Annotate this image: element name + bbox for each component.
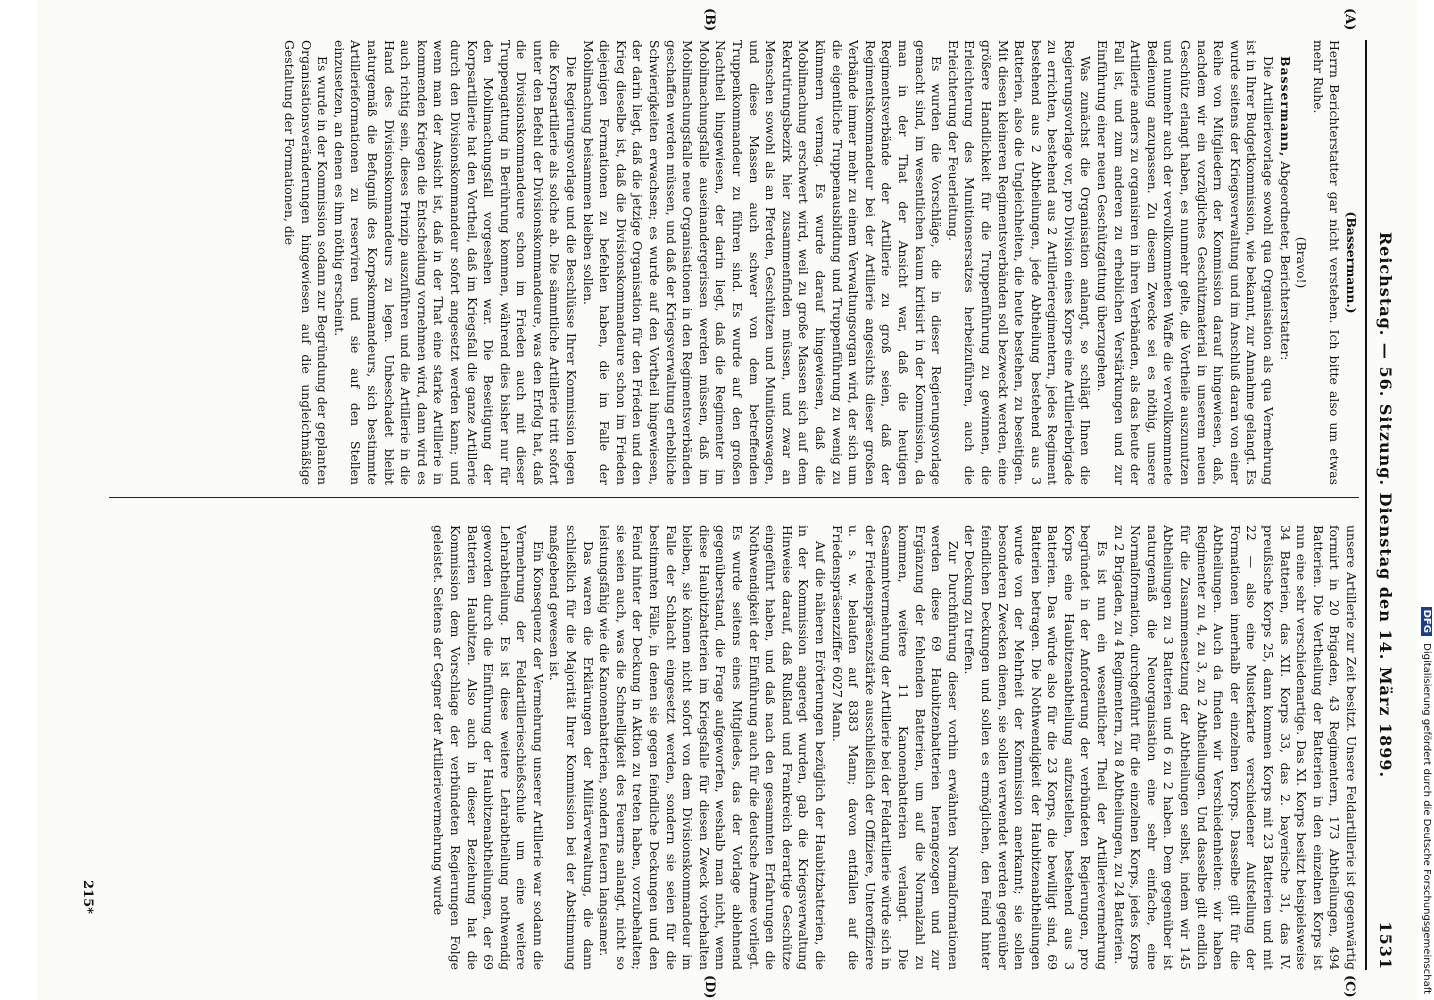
printer-signature: 215* — [80, 880, 95, 914]
right-column — [109, 525, 1359, 970]
speaker-tag: (Bassermann.) — [1344, 211, 1359, 314]
page-header — [1371, 40, 1395, 970]
paragraph: Was zunächst die Organisation anlangt, so schlägt Ihnen die Regierungsvorlage vor, pro Division eines Korps eine Artilleriebrigade zu errichten, bestehend aus 2 Artillerieregimentern, jedes Regiment bestehend aus 2 Abtheilungen, jede Abtheilung bestehend aus 3 Batterien, also die Ungleichheiten, die heute bestehen, zu beseitigen. Mit diesen kleineren Regimentsverbänden soll bezweckt werden, eine größere Handlichkeit für die Truppenführung zu gewinnen, die Erleichterung des Munitionsersatzes herbeizuführen, auch die Erleichterung der Feuerleitung. — [945, 40, 1094, 485]
digitization-credit — [1414, 0, 1434, 1000]
page-number: 1531 — [1376, 921, 1395, 970]
paragraph: Die Regierungsvorlage und die Beschlüsse Ihrer Kommission legen die Korpsartillerie als solche ab. Die sämmtliche Artillerie tritt sofort unter den Befehl der Divisionskommandeure, was den Erfolg hat, daß die Divisionskommandeure schon im Frieden auch mit dieser Truppengattung in Berührung kommen, während dies bisher nur für den Mobilmachungsfall vorgesehen war. Die Beseitigung der Korpsartillerie hat den Vortheil, daß im Kriegsfall die ganze Artillerie durch den Divisionskommandeur sofort angesetzt werden kann; und wenn man der Ansicht ist, daß in der That eine starke Artillerie in kommenden Kriegen die Entscheidung vornehmen wird, dann wird es auch richtig sein, dieses Prinzip auszuführen und die Artillerie in die Hand des Divisionskommandeurs zu legen. Unbeschadet bleibt naturgemäß die Befugniß des Korpskommandeurs, sich bestimmte Artillerieformationen zu reserviren und sie auf den Stellen einzusetzen, an denen es ihm nöthig erscheint. — [331, 40, 580, 485]
margin-marker-c: (C) — [1342, 975, 1357, 998]
header-rule — [1365, 40, 1367, 970]
margin-marker-d: (D) — [702, 975, 717, 999]
column-divider — [109, 497, 1359, 498]
dfg-logo: DFG — [1421, 607, 1432, 636]
paragraph: Das waren die Erklärungen der Militärverwaltung, die dann schließlich für die Majorität Ihrer Kommission bei der Abstimmung maßgebend gewesen ist. — [547, 525, 596, 970]
paragraph: Ein Konsequenz der Vermehrung unserer Artillerie war sodann die Vermehrung der Feldartillerieschießschule um eine weitere Lehrabtheilung. Es ist diese weitere Lehrabtheilung nothwendig geworden durch die Einführung der Haubitzenabtheilungen, der 69 Batterien Haubitzen. Also auch in dieser Beziehung hat die Kommission dem Vorschlage der verbündeten Regierungen Folge geleistet. Seitens der Gegner der Artillerievermehrung wurde — [431, 525, 546, 970]
paragraph: Es wurden die Vorschläge, die in dieser Regierungsvorlage gemacht sind, im wesentlichen kaum kritisirt in der Kommission, da man in der That der Ansicht war, daß die heutigen Regimentsverbände der Artillerie zu groß seien, daß der Regimentskommandeur bei der Artillerie angesichts dieser großen Verbände immer mehr zu einem Verwaltungsorgan wird, der sich um die eigentliche Truppenausbildung und Truppenführung zu wenig zu kümmern vermag. Es wurde darauf hingewiesen, daß die Mobilmachung erschwert wird, weil zu große Massen sich auf dem Rekrutirungsbezirk hier zusammenfinden müssen, und zwar an Menschen sowohl als an Pferden, Geschützen und Munitionswagen, und diese Massen auch schwer von dem betreffenden Truppenkommandeur zu führen sind. Es wurde auf den großen Nachtheil hingewiesen, der darin liegt, daß die Regimenter im Mobilmachungsfalle auseinandergerissen werden müssen, daß im Mobilmachungsfalle neue Organisationen in den Regimentsverbänden geschaffen werden müssen, und daß der Kriegsverwaltung erhebliche Schwierigkeiten erwachsen; es wurde auf den Vortheil hingewiesen, der darin liegt, daß die jetzige Organisation für den Frieden und den Krieg dieselbe ist, daß die Divisionskommandeure schon im Frieden diejenigen Formationen zu befehlen haben, die im Falle der Mobilmachung beisammen bleiben sollen. — [580, 40, 945, 485]
paragraph: Auf die näheren Erörterungen bezüglich der Haubitzbatterien, die in der Kommission angeregt wurden, gab die Kriegsverwaltung Hinweise darauf, daß Rußland und Frankreich derartige Geschütze eingeführt haben, und daß nach den gesammten Erfahrungen die Nothwendigkeit der Einführung auch für die deutsche Armee vorliegt. Es wurde seitens eines Mitgliedes, das der Vorlage ablehnend gegenüberstand, die Frage aufgeworfen, weshalb man nicht, wenn diese Haubitzbatterien im Kriegsfalle für diesen Zweck vorbehalten bleiben, sie können nicht sofort von dem Divisionskommandeur im Falle der Schlacht eingesetzt werden, sondern sie seien für die bestimmten Fälle, in denen sie gegen feindliche Deckungen und den Feind hinter der Deckung in Aktion zu treten haben, vorzubehalten; sie seien auch, was die Schnelligkeit des Feuerns anlangt, nicht so leistungsfähig wie die Kanonenbatterien, sondern feuern langsamer. — [597, 525, 828, 970]
paragraph: Die Artillerievorlage sowohl qua Organisation als qua Vermehrung ist in Ihrer Budgetkommission, wie bekannt, zur Annahme gelangt. Es wurde seitens der Kriegsverwaltung und im Anschluß daran von einer Reihe von Mitgliedern der Kommission darauf hingewiesen, daß, nachdem wir ein vorzügliches Geschützmaterial in unserem neuen Geschütz erlangt haben, es nunmehr gelte, die Vortheile auszunutzen und nunmehr auch der vervollkommneten Waffe die vervollkommnete Bedienung anzupassen. Zu diesem Zwecke sei es nöthig, unsere Artillerie anders zu organisiren in ihren Verbänden, als das heute der Fall ist, und zum anderen zu erheblichen Verstärkungen und zur Einführung einer neuen Geschützgattung überzugehen. — [1095, 40, 1277, 485]
paragraph: Herrn Berichterstatter gar nicht verstehen. Ich bitte also um etwas mehr Ruhe. — [1310, 40, 1343, 485]
session-title: Reichstag. — 56. Sitzung. Dienstag den 14. März 1899. — [1376, 231, 1395, 779]
credit-text: Digitalisierung gefördert durch die Deutsche Forschungsgemeinschaft — [1421, 643, 1432, 994]
left-column — [109, 40, 1359, 485]
applause-note: (Bravo!) — [1294, 236, 1310, 289]
margin-marker-b: (B) — [702, 8, 717, 32]
speaker-name: Bassermann, — [1277, 56, 1293, 158]
paragraph: Zur Durchführung dieser vorhin erwähnten Normalformationen werden diese 69 Haubitzenbatterien herangezogen und zur Ergänzung der fehlenden Batterien, um auf die Normalzahl zu kommen, weitere 11 Kanonenbatterien verlangt. Die Gesammtvermehrung der Artillerie bei der Feldartillerie würde sich in der Friedenspräsenzstärke ausschließlich der Offiziere, Unteroffiziere u. s. w. belaufen auf 8383 Mann; davon entfallen auf die Friedenspräsenzziffer 6027 Mann. — [829, 525, 961, 970]
paragraph: Es wurde in der Kommission sodann zur Begründung der geplanten Organisationsveränderungen hingewiesen auf die ungleichmäßige Gestaltung der Formationen, die — [282, 40, 331, 485]
margin-marker-a: (A) — [1342, 8, 1357, 31]
paragraph: Es ist nun ein wesentlicher Theil der Artillerievermehrung begründet in der Anforderung der verbündeten Regierungen, pro Korps eine Haubitzenabtheilung aufzustellen, bestehend aus 3 Batterien. Das würde also für die 23 Korps, die bewilligt sind, 69 Batterien betragen. Die Nothwendigkeit der Haubitzenabtheilungen wurde von der Mehrheit der Kommission anerkannt; sie sollen besonderen Zwecken dienen, sie sollen verwendet werden gegenüber feindlichen Deckungen und sollen es ermöglichen, den Feind hinter der Deckung zu treffen. — [962, 525, 1111, 970]
speaker-line — [1276, 40, 1293, 485]
newspaper-page — [37, 0, 1417, 1000]
speaker-role: Abgeordneter, Berichterstatter: — [1277, 161, 1293, 361]
paragraph: unsere Artillerie zur Zeit besitzt. Unsere Feldartillerie ist gegenwärtig formirt in 20 Brigaden, 43 Regimentern, 173 Abtheilungen, 494 Batterien. Die Vertheilung der Batterien in den einzelnen Korps ist nun eine sehr verschiedenartige. Das XI. Korps besitzt beispielsweise 34 Batterien, das XII. Korps 33, das 2. bayerische 31, das IV. preußische Korps 25, dann kommen Korps mit 23 Batterien und mit 22 — also eine Musterkarte verschiedener Aufstellung der Formationen innerhalb der einzelnen Korps. Dasselbe gilt für die Abtheilungen. Auch da finden wir Verschiedenheiten: wir haben Regimenter zu 4, zu 3, zu 2 Abtheilungen. Und dasselbe gilt endlich für die Zusammensetzung der Abtheilungen selbst, indem wir 145 Abtheilungen zu 3 Batterien und 6 zu 2 haben. Dem gegenüber ist naturgemäß die Neuorganisation eine sehr einfache, eine Normalformation, durchgeführt für die einzelnen Korps, jedes Korps zu 2 Brigaden, zu 4 Regimentern, zu 8 Abtheilungen, zu 24 Batterien. — [1111, 525, 1359, 970]
